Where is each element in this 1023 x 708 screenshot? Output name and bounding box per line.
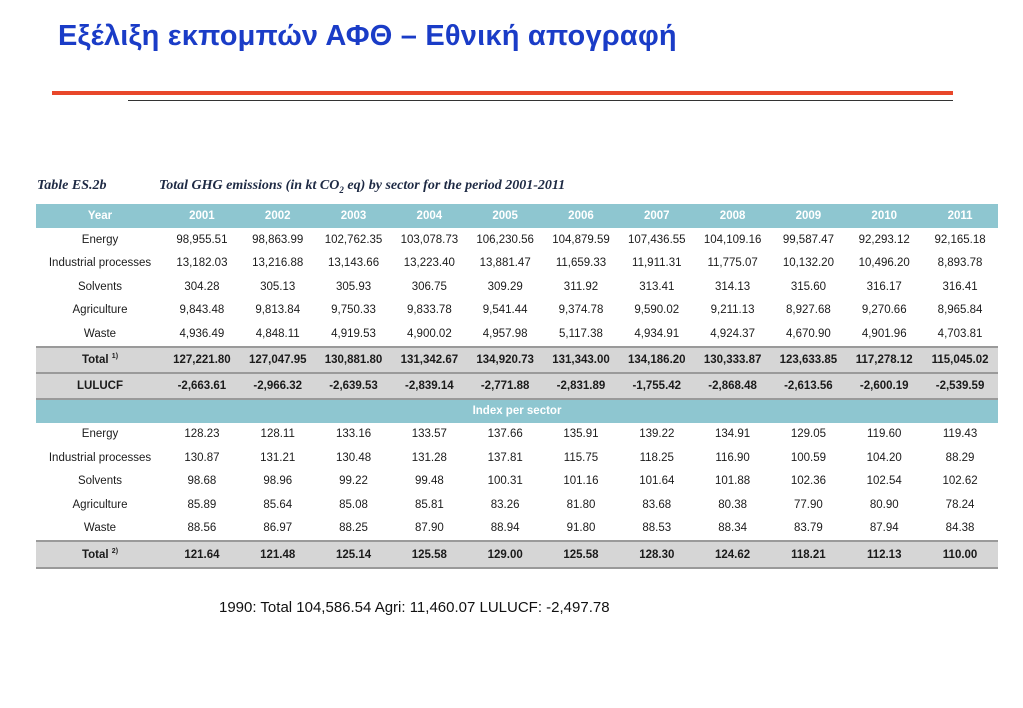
- table-cell: 131,342.67: [391, 347, 467, 373]
- table-cell: 134.91: [695, 423, 771, 447]
- header-year-2003: 2003: [316, 204, 392, 228]
- header-year-2001: 2001: [164, 204, 240, 228]
- row-label-text: Total: [81, 353, 109, 366]
- table-cell: 92,293.12: [846, 228, 922, 252]
- table-cell: 80.38: [695, 493, 771, 517]
- table-cell: 88.94: [467, 517, 543, 542]
- table-cell: 4,924.37: [695, 322, 771, 347]
- index-row: [36, 470, 998, 494]
- table-cell: 100.59: [771, 446, 847, 470]
- header-year-2011: 2011: [922, 204, 998, 228]
- table-cell: 102.62: [922, 470, 998, 494]
- row-label: [36, 541, 164, 568]
- table-cell: 129.00: [467, 541, 543, 568]
- row-label: [36, 299, 164, 323]
- table-cell: 124.62: [695, 541, 771, 568]
- header-year-2005: 2005: [467, 204, 543, 228]
- table-cell: 139.22: [619, 423, 695, 447]
- table-cell: 4,936.49: [164, 322, 240, 347]
- table-cell: 115,045.02: [922, 347, 998, 373]
- table-cell: 84.38: [922, 517, 998, 542]
- table-cell: 125.58: [543, 541, 619, 568]
- index-row: [36, 493, 998, 517]
- table-cell: 13,881.47: [467, 252, 543, 276]
- table-cell: 77.90: [771, 493, 847, 517]
- emissions-row: [36, 322, 998, 347]
- table-cell: 115.75: [543, 446, 619, 470]
- table-cell: 130,881.80: [316, 347, 392, 373]
- table-cell: -2,868.48: [695, 373, 771, 399]
- table-cell: 125.14: [316, 541, 392, 568]
- table-cell: 4,901.96: [846, 322, 922, 347]
- table-cell: 13,216.88: [240, 252, 316, 276]
- footnote-marker: 1): [111, 353, 119, 361]
- table-cell: -1,755.42: [619, 373, 695, 399]
- row-label: [36, 275, 164, 299]
- table-cell: 13,223.40: [391, 252, 467, 276]
- table-cell: -2,600.19: [846, 373, 922, 399]
- table-cell: 313.41: [619, 275, 695, 299]
- table-cell: 309.29: [467, 275, 543, 299]
- row-label-text: Agriculture: [72, 498, 128, 511]
- row-label: [36, 423, 164, 447]
- row-label-text: LULUCF: [77, 379, 123, 392]
- table-cell: -2,771.88: [467, 373, 543, 399]
- table-cell: 9,374.78: [543, 299, 619, 323]
- table-cell: 130,333.87: [695, 347, 771, 373]
- table-cell: 315.60: [771, 275, 847, 299]
- table-cell: 125.58: [391, 541, 467, 568]
- row-label: [36, 446, 164, 470]
- table-cell: 85.64: [240, 493, 316, 517]
- index-total-row: [36, 541, 998, 568]
- table-cell: 9,843.48: [164, 299, 240, 323]
- table-cell: 4,900.02: [391, 322, 467, 347]
- table-cell: 119.60: [846, 423, 922, 447]
- table-cell: 81.80: [543, 493, 619, 517]
- row-label: [36, 252, 164, 276]
- row-label-text: Waste: [83, 327, 117, 340]
- table-cell: 98.68: [164, 470, 240, 494]
- table-cell: 131.21: [240, 446, 316, 470]
- table-cell: 87.90: [391, 517, 467, 542]
- table-caption-text-end: eq) by sector for the period 2001-2011: [343, 178, 566, 193]
- table-cell: 4,957.98: [467, 322, 543, 347]
- table-cell: 118.25: [619, 446, 695, 470]
- table-cell: 316.17: [846, 275, 922, 299]
- table-cell: 88.56: [164, 517, 240, 542]
- header-year-2008: 2008: [695, 204, 771, 228]
- table-cell: 92,165.18: [922, 228, 998, 252]
- table-cell: 117,278.12: [846, 347, 922, 373]
- emissions-row: [36, 228, 998, 252]
- table-cell: 116.90: [695, 446, 771, 470]
- row-label: [36, 228, 164, 252]
- table-cell: 11,911.31: [619, 252, 695, 276]
- table-cell: 98,955.51: [164, 228, 240, 252]
- table-cell: -2,539.59: [922, 373, 998, 399]
- table-cell: 9,590.02: [619, 299, 695, 323]
- table-cell: 128.11: [240, 423, 316, 447]
- table-cell: 137.81: [467, 446, 543, 470]
- table-cell: 4,919.53: [316, 322, 392, 347]
- table-cell: 88.29: [922, 446, 998, 470]
- title-underline-thin: [128, 100, 953, 101]
- table-cell: 11,659.33: [543, 252, 619, 276]
- table-cell: 305.13: [240, 275, 316, 299]
- table-cell: 102,762.35: [316, 228, 392, 252]
- table-cell: 118.21: [771, 541, 847, 568]
- emissions-row: [36, 252, 998, 276]
- table-cell: 130.48: [316, 446, 392, 470]
- header-year-2007: 2007: [619, 204, 695, 228]
- table-cell: 134,186.20: [619, 347, 695, 373]
- table-cell: 9,270.66: [846, 299, 922, 323]
- table-caption-subscript: 2: [339, 184, 344, 195]
- table-cell: 86.97: [240, 517, 316, 542]
- table-cell: 8,927.68: [771, 299, 847, 323]
- header-year-label: Year: [36, 204, 164, 228]
- row-label-text: Energy: [81, 428, 119, 441]
- table-cell: 101.64: [619, 470, 695, 494]
- row-label-text: Total: [81, 548, 109, 561]
- row-label-text: Solvents: [77, 280, 123, 293]
- index-row: [36, 423, 998, 447]
- table-cell: -2,966.32: [240, 373, 316, 399]
- table-cell: 131.28: [391, 446, 467, 470]
- row-label: [36, 347, 164, 373]
- table-cell: 123,633.85: [771, 347, 847, 373]
- row-label-text: Solvents: [77, 475, 123, 488]
- table-cell: 9,750.33: [316, 299, 392, 323]
- table-cell: 106,230.56: [467, 228, 543, 252]
- table-cell: 133.16: [316, 423, 392, 447]
- emissions-total-row: [36, 347, 998, 373]
- table-cell: 88.34: [695, 517, 771, 542]
- table-cell: 87.94: [846, 517, 922, 542]
- table-cell: 101.88: [695, 470, 771, 494]
- table-cell: 99.48: [391, 470, 467, 494]
- table-cell: 11,775.07: [695, 252, 771, 276]
- table-cell: -2,663.61: [164, 373, 240, 399]
- table-cell: 5,117.38: [543, 322, 619, 347]
- table-cell: 107,436.55: [619, 228, 695, 252]
- table-cell: 134,920.73: [467, 347, 543, 373]
- table-cell: 128.23: [164, 423, 240, 447]
- row-label: [36, 322, 164, 347]
- table-cell: 127,047.95: [240, 347, 316, 373]
- table-cell: 305.93: [316, 275, 392, 299]
- footnote-marker: 2): [111, 548, 119, 556]
- table-cell: 129.05: [771, 423, 847, 447]
- table-cell: 98.96: [240, 470, 316, 494]
- table-cell: 121.48: [240, 541, 316, 568]
- row-label-text: Waste: [83, 522, 117, 535]
- table-cell: 102.54: [846, 470, 922, 494]
- header-year-2010: 2010: [846, 204, 922, 228]
- table-header-row: [36, 204, 998, 228]
- table-caption-text: Total GHG emissions (in kt CO: [159, 178, 340, 193]
- table-cell: 10,496.20: [846, 252, 922, 276]
- table-cell: 85.08: [316, 493, 392, 517]
- header-year-2009: 2009: [771, 204, 847, 228]
- slide-title: Εξέλιξη εκπομπών ΑΦΘ – Εθνική απογραφή: [58, 20, 677, 52]
- row-label-text: Industrial processes: [48, 257, 152, 270]
- table-cell: 8,965.84: [922, 299, 998, 323]
- table-cell: 4,848.11: [240, 322, 316, 347]
- row-label: [36, 470, 164, 494]
- table-cell: 104,879.59: [543, 228, 619, 252]
- row-label: [36, 493, 164, 517]
- table-cell: 91.80: [543, 517, 619, 542]
- table-cell: 83.79: [771, 517, 847, 542]
- baseline-1990-note: 1990: Total 104,586.54 Agri: 11,460.07 LULUCF: -2,497.78: [219, 599, 610, 616]
- table-cell: 98,863.99: [240, 228, 316, 252]
- index-row: [36, 446, 998, 470]
- table-cell: 13,182.03: [164, 252, 240, 276]
- lulucf-row: [36, 373, 998, 399]
- table-cell: 130.87: [164, 446, 240, 470]
- table-cell: 80.90: [846, 493, 922, 517]
- table-cell: 99,587.47: [771, 228, 847, 252]
- table-cell: -2,839.14: [391, 373, 467, 399]
- table-cell: 4,934.91: [619, 322, 695, 347]
- emissions-row: [36, 275, 998, 299]
- index-row: [36, 517, 998, 542]
- table-cell: 8,893.78: [922, 252, 998, 276]
- table-cell: 85.81: [391, 493, 467, 517]
- table-cell: 88.25: [316, 517, 392, 542]
- table-cell: 127,221.80: [164, 347, 240, 373]
- index-section-row: [36, 399, 998, 423]
- table-cell: 101.16: [543, 470, 619, 494]
- row-label: [36, 517, 164, 542]
- table-cell: 304.28: [164, 275, 240, 299]
- table-cell: 9,833.78: [391, 299, 467, 323]
- table-cell: -2,639.53: [316, 373, 392, 399]
- table-cell: 311.92: [543, 275, 619, 299]
- table-cell: 13,143.66: [316, 252, 392, 276]
- ghg-emissions-table: [36, 204, 998, 569]
- table-cell: 128.30: [619, 541, 695, 568]
- table-cell: 85.89: [164, 493, 240, 517]
- table-cell: 103,078.73: [391, 228, 467, 252]
- table-cell: 102.36: [771, 470, 847, 494]
- index-section-label: Index per sector: [36, 399, 998, 423]
- table-cell: 316.41: [922, 275, 998, 299]
- table-caption: [37, 178, 565, 195]
- emissions-row: [36, 299, 998, 323]
- row-label-text: Industrial processes: [48, 451, 152, 464]
- table-caption-id: Table ES.2b: [37, 178, 107, 193]
- header-year-2002: 2002: [240, 204, 316, 228]
- table-cell: 83.68: [619, 493, 695, 517]
- table-cell: 9,541.44: [467, 299, 543, 323]
- table-cell: 131,343.00: [543, 347, 619, 373]
- table-cell: 119.43: [922, 423, 998, 447]
- table-cell: 121.64: [164, 541, 240, 568]
- table-cell: 9,813.84: [240, 299, 316, 323]
- table-cell: 4,670.90: [771, 322, 847, 347]
- table-cell: -2,613.56: [771, 373, 847, 399]
- title-underline-red: [52, 91, 953, 95]
- table-cell: 110.00: [922, 541, 998, 568]
- table-cell: -2,831.89: [543, 373, 619, 399]
- table-cell: 306.75: [391, 275, 467, 299]
- table-cell: 100.31: [467, 470, 543, 494]
- table-cell: 133.57: [391, 423, 467, 447]
- table-cell: 9,211.13: [695, 299, 771, 323]
- header-year-2006: 2006: [543, 204, 619, 228]
- table-cell: 10,132.20: [771, 252, 847, 276]
- table-cell: 137.66: [467, 423, 543, 447]
- table-cell: 104.20: [846, 446, 922, 470]
- table-cell: 314.13: [695, 275, 771, 299]
- table-cell: 88.53: [619, 517, 695, 542]
- table-cell: 112.13: [846, 541, 922, 568]
- row-label-text: Agriculture: [72, 304, 128, 317]
- table-cell: 104,109.16: [695, 228, 771, 252]
- table-cell: 99.22: [316, 470, 392, 494]
- table-cell: 135.91: [543, 423, 619, 447]
- row-label: [36, 373, 164, 399]
- table-cell: 4,703.81: [922, 322, 998, 347]
- table-cell: 78.24: [922, 493, 998, 517]
- header-year-2004: 2004: [391, 204, 467, 228]
- row-label-text: Energy: [81, 233, 119, 246]
- table-cell: 83.26: [467, 493, 543, 517]
